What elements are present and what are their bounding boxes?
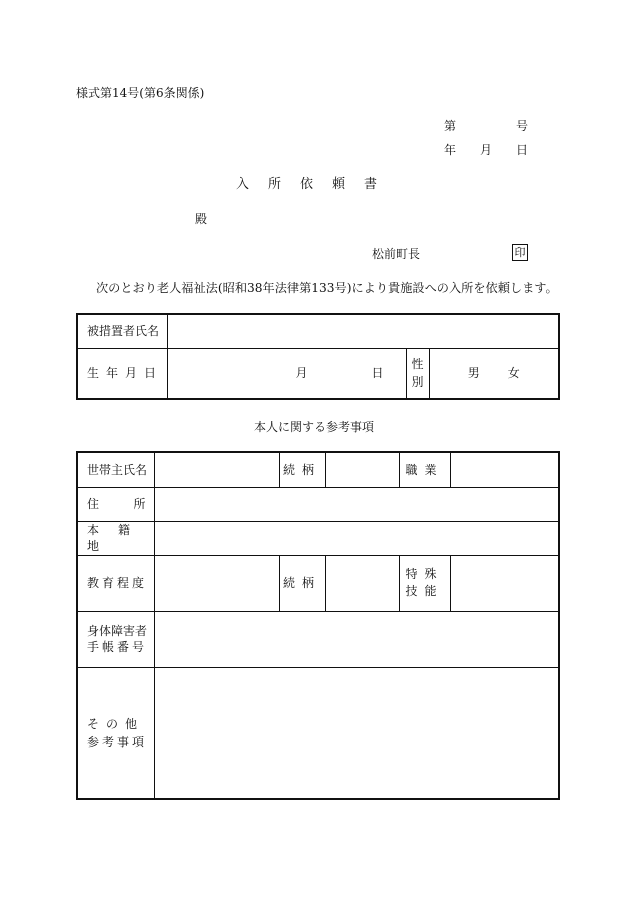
birthdate-field[interactable] [167, 348, 406, 399]
table-row [77, 452, 559, 487]
birth-day: 日 [371, 366, 384, 381]
reference-table [76, 451, 560, 800]
sex-female: 女 [507, 366, 520, 381]
table-row [77, 348, 559, 399]
document-date [444, 143, 528, 157]
addressee-suffix: 殿 [195, 212, 208, 226]
date-day: 日 [515, 143, 528, 157]
table-row [77, 487, 559, 521]
other-notes-label: その他 参考事項 [77, 667, 154, 799]
table-row [77, 611, 559, 667]
table-row [77, 314, 559, 348]
relation-label: 続柄 [279, 452, 325, 487]
domicile-label: 本籍地 [77, 521, 154, 555]
table-row [77, 555, 559, 611]
other-notes-field[interactable] [154, 667, 559, 799]
issuer-name: 松前町長 [372, 247, 421, 261]
form-number-label: 様式第14号(第6条関係) [76, 86, 205, 100]
document-title: 入所依頼書 [236, 177, 397, 192]
section-subtitle: 本人に関する参考事項 [254, 420, 375, 434]
resident-name-field[interactable] [167, 314, 559, 348]
document-number [444, 119, 528, 133]
date-year: 年 [444, 143, 457, 157]
lead-text: 次のとおり老人福祉法(昭和38年法律第133号)により貴施設への入所を依頼します。 [96, 281, 558, 295]
domicile-field[interactable] [154, 521, 559, 555]
birthdate-label: 生年月日 [77, 348, 167, 399]
address-field[interactable] [154, 487, 559, 521]
sex-male: 男 [467, 366, 480, 381]
disability-cert-label: 身体障害者 手帳番号 [77, 611, 154, 667]
relation-label-2: 続柄 [279, 555, 325, 611]
table-row [77, 521, 559, 555]
education-label: 教育程度 [77, 555, 154, 611]
special-skill-field[interactable] [450, 555, 559, 611]
date-month: 月 [479, 143, 492, 157]
address-label: 住 所 [77, 487, 154, 521]
household-head-field[interactable] [154, 452, 279, 487]
seal-mark: 印 [512, 244, 528, 261]
sex-label: 性 別 [406, 348, 429, 399]
document-number-go: 号 [515, 119, 528, 133]
document-number-dai: 第 [444, 119, 457, 133]
disability-cert-field[interactable] [154, 611, 559, 667]
occupation-field[interactable] [450, 452, 559, 487]
sex-field[interactable] [429, 348, 559, 399]
birth-month: 月 [295, 366, 308, 381]
education-field[interactable] [154, 555, 279, 611]
household-head-label: 世帯主氏名 [77, 452, 154, 487]
occupation-label: 職業 [399, 452, 450, 487]
relation-field[interactable] [325, 452, 399, 487]
resident-table [76, 313, 560, 400]
relation-field-2[interactable] [325, 555, 399, 611]
table-row [77, 667, 559, 799]
special-skill-label: 特殊 技能 [399, 555, 450, 611]
resident-name-label: 被措置者氏名 [77, 314, 167, 348]
